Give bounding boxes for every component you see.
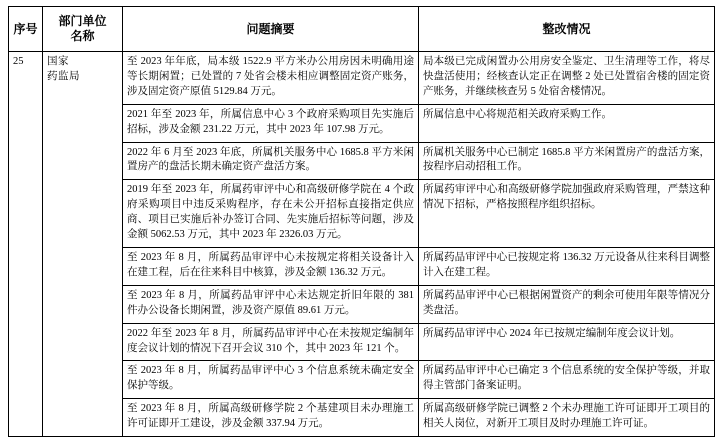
column-header-unit-line1: 部门单位 <box>58 14 107 28</box>
issue-summary: 至 2023 年 8 月，所属药品审评中心 3 个信息系统未确定安全保护等级。 <box>123 361 419 399</box>
column-header-unit <box>43 7 123 52</box>
rectification-status: 所属机关服务中心已制定 1685.8 平方米闲置房产的盘活方案，按程序启动招租工作。 <box>419 142 715 180</box>
table-body <box>9 52 715 437</box>
table-header-row <box>9 7 715 52</box>
column-header-seq: 序号 <box>9 7 43 52</box>
row-unit-name <box>43 52 123 437</box>
rectification-status: 所属药审评中心和高级研修学院加强政府采购管理，严禁这种情况下招标，严格按照程序组织招标。 <box>419 180 715 248</box>
issue-summary: 至 2023 年 8 月，所属药品审评中心未按规定将相关设备计入在建工程，后在往来科目中核算，涉及金额 136.32 万元。 <box>123 247 419 285</box>
row-unit-name-line1: 国家 <box>47 56 69 67</box>
table-row <box>9 52 715 105</box>
issue-summary: 2022 年至 2023 年 8 月，所属药品审评中心在未按规定编制年度会议计划的情况下召开会议 310 个，其中 2023 年 121 个。 <box>123 323 419 361</box>
column-header-unit-line2: 名称 <box>70 29 95 43</box>
column-header-issue: 问题摘要 <box>123 7 419 52</box>
rectification-status: 所属信息中心将规范相关政府采购工作。 <box>419 104 715 142</box>
rectification-status: 所属高级研修学院已调整 2 个未办理施工许可证即开工项目的相关人岗位，对新开工项目及时办理施工许可证。 <box>419 399 715 437</box>
row-unit-name-line2: 药监局 <box>47 70 80 82</box>
issue-summary: 2021 年至 2023 年，所属信息中心 3 个政府采购项目先实施后招标，涉及金额 231.22 万元，其中 2023 年 107.98 万元。 <box>123 104 419 142</box>
table-header <box>9 7 715 52</box>
audit-findings-table <box>8 6 715 437</box>
rectification-status: 所属药品审评中心已根据闲置资产的剩余可使用年限等情况分类盘活。 <box>419 285 715 323</box>
issue-summary: 至 2023 年 8 月，所属高级研修学院 2 个基建项目未办理施工许可证即开工建设，涉及金额 337.94 万元。 <box>123 399 419 437</box>
issue-summary: 至 2023 年年底，局本级 1522.9 平方米办公用房因未明确用途等长期闲置；已处置的 7 处省会楼未相应调整固定资产账务，涉及固定资产原值 5129.84 万元。 <box>123 52 419 105</box>
issue-summary: 2019 年至 2023 年，所属药审评中心和高级研修学院在 4 个政府采购项目中违反采购程序，存在未公开招标直接指定供应商、项目已实施后补办签订合同、先实施后招标等问题，涉及金额 5062.53 万元，其中 2023 年 2326.03 万元。 <box>123 180 419 248</box>
rectification-status: 局本级已完成闲置办公用房安全鉴定、卫生清理等工作，将尽快盘活使用；经核查认定正在调整 2 处已处置宿舍楼的固定资产账务，并继续核查另 5 处宿舍楼情况。 <box>419 52 715 105</box>
rectification-status: 所属药品审评中心 2024 年已按规定编制年度会议计划。 <box>419 323 715 361</box>
rectification-status: 所属药品审评中心已确定 3 个信息系统的安全保护等级，并取得主管部门备案证明。 <box>419 361 715 399</box>
row-sequence-number: 25 <box>9 52 43 437</box>
issue-summary: 2022 年 6 月至 2023 年底，所属机关服务中心 1685.8 平方米闲置房产的盘活长期未确定资产盘活方案。 <box>123 142 419 180</box>
issue-summary: 至 2023 年 8 月，所属药品审评中心未达规定折旧年限的 381 件办公设备长期闲置，涉及资产原值 89.61 万元。 <box>123 285 419 323</box>
column-header-fix: 整改情况 <box>419 7 715 52</box>
rectification-status: 所属药品审评中心已按规定将 136.32 万元设备从往来科目调整计入在建工程。 <box>419 247 715 285</box>
